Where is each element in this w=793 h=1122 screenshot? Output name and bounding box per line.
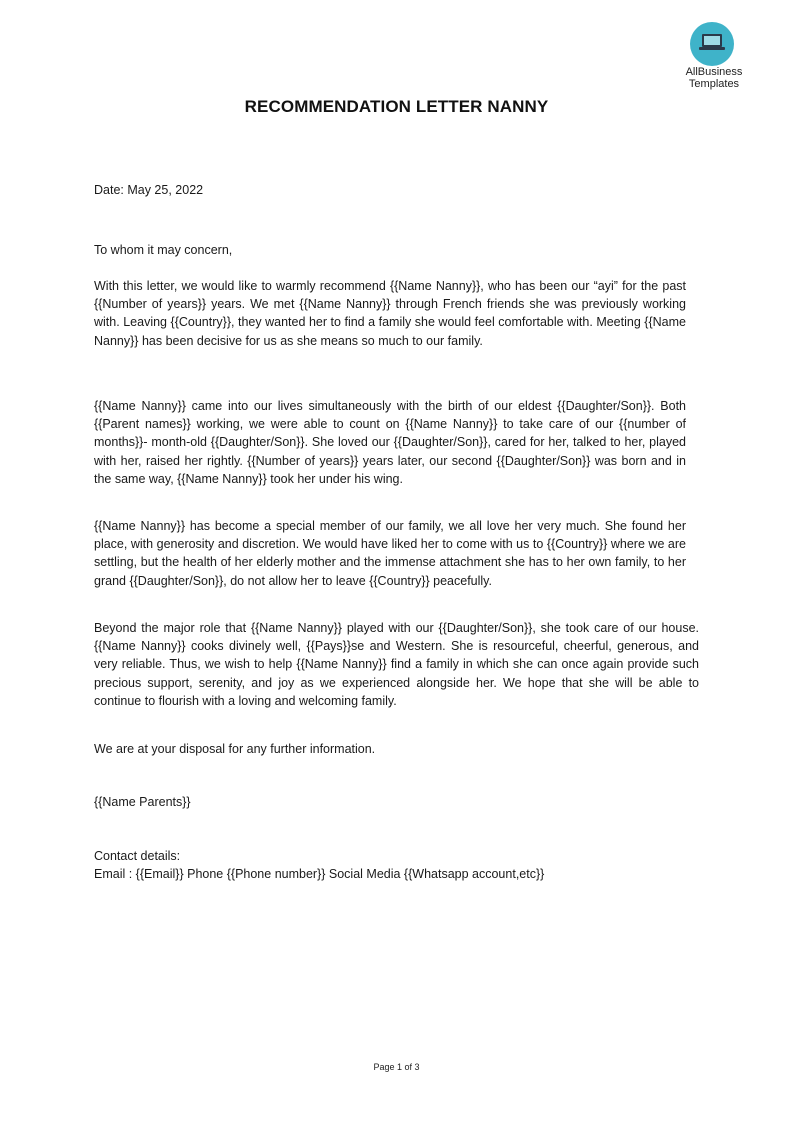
closing-line: We are at your disposal for any further information. (94, 742, 376, 756)
laptop-icon (698, 32, 726, 54)
logo-text (676, 66, 752, 90)
logo-line-2: Templates (688, 78, 740, 90)
date-line: Date: May 25, 2022 (94, 183, 204, 197)
page-number: Page 1 of 3 (373, 1062, 420, 1072)
company-logo (676, 20, 752, 96)
paragraph-1: With this letter, we would like to warmly recommend {{Name Nanny}}, who has been our “ayi” for the past {{Number of years}} years. We met {{Name Nanny}} through French friends she was previously working with. Leaving {{Country}}, they wanted her to find a family she would feel comfortable with. Meeting {{Name Nanny}} has been decisive for us as she means so much to our family. (94, 279, 686, 348)
contact-label: Contact details: (94, 849, 181, 863)
greeting: To whom it may concern, (94, 243, 233, 257)
page-title: RECOMMENDATION LETTER NANNY (244, 97, 549, 116)
logo-line-1: AllBusiness (685, 66, 743, 78)
logo-circle (690, 22, 734, 66)
paragraph-4: Beyond the major role that {{Name Nanny}} played with our {{Daughter/Son}}, she took care of our house. {{Name Nanny}} cooks divinely well, {{Pays}}se and Western. She is resourceful, cheerful, generous, and very reliable. Thus, we wish to help {{Name Nanny}} find a family in which she can once again provide such precious support, serenity, and joy as we experienced alongside her. We hope that she will be able to continue to flourish with a loving and welcoming family. (94, 621, 699, 708)
paragraph-2: {{Name Nanny}} came into our lives simultaneously with the birth of our eldest {{Daughter/Son}}. Both {{Parent names}} working, we were able to count on {{Name Nanny}} to take care of our {{number of months}}- month-old {{Daughter/Son}}. She loved our {{Daughter/Son}}, cared for her, talked to her, played with her, raised her rightly. {{Number of years}} years later, our second {{Daughter/Son}} was born and in the same way, {{Name Nanny}} took her under his wing. (94, 399, 686, 486)
paragraph-3: {{Name Nanny}} has become a special member of our family, we all love her very much. She found her place, with generosity and discretion. We would have liked her to come with us to {{Country}} where we are settling, but the health of her elderly mother and the immense attachment she has to her own family, to her grand {{Daughter/Son}}, do not allow her to leave {{Country}} peacefully. (94, 519, 686, 588)
signature-name: {{Name Parents}} (94, 795, 191, 809)
contact-details: Email : {{Email}} Phone {{Phone number}} Social Media {{Whatsapp account,etc}} (94, 867, 545, 881)
